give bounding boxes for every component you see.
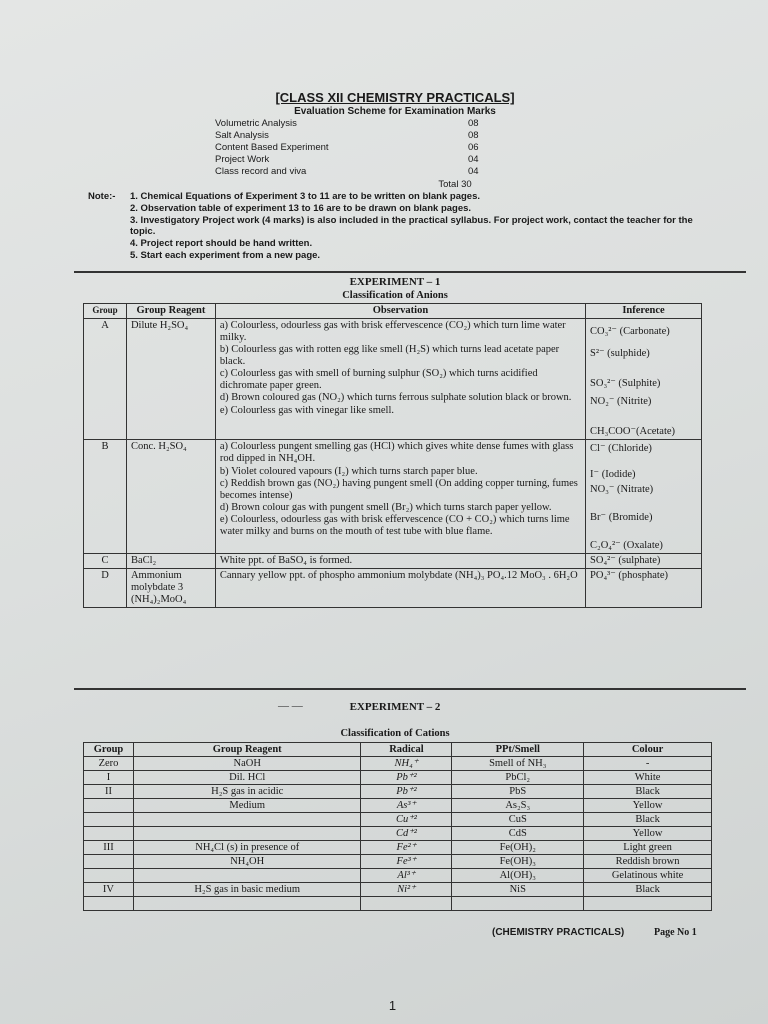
reagent-cell: NaOH <box>133 757 361 771</box>
reagent-cell: H₂S gas in acidic <box>133 785 361 799</box>
inference-line: C₂O₄²⁻ (Oxalate) <box>590 539 663 551</box>
table-row <box>84 841 712 855</box>
scheme-marks: 06 <box>468 142 479 153</box>
footer-label: (CHEMISTRY PRACTICALS) <box>492 927 625 938</box>
group-cell <box>84 827 134 841</box>
group-cell: IV <box>84 883 134 897</box>
table-row <box>84 855 712 869</box>
observation-cell <box>215 319 585 440</box>
colour-cell: Black <box>584 883 712 897</box>
anions-table <box>83 303 702 608</box>
note-item: 5. Start each experiment from a new page. <box>130 250 321 261</box>
header-cell: Inference <box>586 304 702 319</box>
reagent-cell: NH₄Cl (s) in presence of <box>133 841 361 855</box>
observation-line: b) Colourless gas with rotten egg like smell (H₂S) which turns lead acetate paper black. <box>219 344 560 368</box>
reagent-cell: BaCl₂ <box>126 553 215 568</box>
observation-cell <box>215 553 585 568</box>
group-cell <box>84 869 134 883</box>
radical-cell <box>361 897 452 911</box>
colour-cell: Reddish brown <box>584 855 712 869</box>
scheme-item: Volumetric Analysis <box>215 118 297 129</box>
scheme-item: Salt Analysis <box>215 130 269 141</box>
inference-line: SO₄²⁻ (sulphate) <box>590 554 661 566</box>
group-cell: C <box>84 553 127 568</box>
scheme-marks: 08 <box>468 118 479 129</box>
inference-line: Br⁻ (Bromide) <box>590 511 653 523</box>
group-cell <box>84 813 134 827</box>
table-row <box>84 771 712 785</box>
ppt-smell-cell: PbCl₂ <box>452 771 584 785</box>
group-cell: II <box>84 785 134 799</box>
scheme-item: Content Based Experiment <box>215 142 329 153</box>
divider <box>74 271 746 273</box>
colour-cell: Gelatinous white <box>584 869 712 883</box>
observation-line: d) Brown coloured gas (NO₂) which turns ferrous sulphate solution black or brown. <box>219 392 572 404</box>
observation-line: d) Brown colour gas with pungent smell (Br₂) which turns starch paper yellow. <box>219 501 552 513</box>
observation-line: e) Colourless gas with vinegar like smell. <box>219 404 394 416</box>
header-cell: Radical <box>361 743 452 757</box>
table-row <box>84 827 712 841</box>
scheme-marks: 04 <box>468 154 479 165</box>
reagent-cell: Medium <box>133 799 361 813</box>
table-row <box>84 813 712 827</box>
colour-cell: Light green <box>584 841 712 855</box>
scheme-row <box>215 154 485 165</box>
observation-line: Cannary yellow ppt. of phospho ammonium molybdate (NH₄)₃ PO₄.12 MoO₃ . 6H₂O <box>219 569 578 581</box>
inference-line: CO₃²⁻ (Carbonate) <box>590 326 670 338</box>
scheme-marks: 08 <box>468 130 479 141</box>
total-marks: Total 30 <box>438 179 472 190</box>
inference-line: NO₃⁻ (Nitrate) <box>590 483 654 495</box>
page-number: 1 <box>388 998 397 1013</box>
table-row <box>84 883 712 897</box>
table-header-row <box>84 304 702 319</box>
evaluation-subtitle: Evaluation Scheme for Examination Marks <box>294 106 496 117</box>
header-cell: PPt/Smell <box>452 743 584 757</box>
inference-cell <box>586 440 702 553</box>
group-cell: III <box>84 841 134 855</box>
ppt-smell-cell: PbS <box>452 785 584 799</box>
inference-line: CH₃COO⁻(Acetate) <box>590 426 676 438</box>
ppt-smell-cell: As₂S₃ <box>452 799 584 813</box>
radical-cell: Pb⁺² <box>361 785 452 799</box>
header-cell: Group Reagent <box>126 304 215 319</box>
radical-cell: Cd⁺² <box>361 827 452 841</box>
table-row <box>84 897 712 911</box>
table-row <box>84 757 712 771</box>
ppt-smell-cell: Fe(OH)₂ <box>452 841 584 855</box>
group-cell <box>84 799 134 813</box>
divider <box>74 688 746 690</box>
ppt-smell-cell: Smell of NH₃ <box>452 757 584 771</box>
radical-cell: Fe³⁺ <box>361 855 452 869</box>
group-cell <box>84 855 134 869</box>
radical-cell: NH₄⁺ <box>361 757 452 771</box>
colour-cell: Yellow <box>584 827 712 841</box>
reagent-cell: Conc. H₂SO₄ <box>126 440 215 553</box>
inference-cell <box>586 568 702 607</box>
colour-cell: - <box>584 757 712 771</box>
inference-line: SO₃²⁻ (Sulphite) <box>590 378 661 390</box>
header-cell: Group <box>84 304 127 319</box>
inference-line: PO₄³⁻ (phosphate) <box>590 569 668 581</box>
radical-cell: As³⁺ <box>361 799 452 813</box>
group-cell: Zero <box>84 757 134 771</box>
observation-cell <box>215 568 585 607</box>
page-title: [CLASS XII CHEMISTRY PRACTICALS] <box>275 90 515 105</box>
notes-block <box>88 191 708 262</box>
observation-line: White ppt. of BaSO₄ is formed. <box>219 554 353 566</box>
observation-line: c) Colourless gas with smell of burning sulphur (SO₂) which turns acidified dichromate paper green. <box>219 368 538 392</box>
dash-mark: — –– <box>278 700 303 712</box>
reagent-cell: NH₄OH <box>133 855 361 869</box>
table-row <box>84 440 702 553</box>
colour-cell <box>584 897 712 911</box>
reagent-cell: Dilute H₂SO₄ <box>126 319 215 440</box>
group-cell <box>84 897 134 911</box>
inference-line: I⁻ (Iodide) <box>590 469 636 481</box>
ppt-smell-cell: Al(OH)₃ <box>452 869 584 883</box>
reagent-cell <box>133 813 361 827</box>
cations-body <box>84 757 712 911</box>
reagent-cell <box>133 827 361 841</box>
exp1-title: EXPERIMENT – 1 <box>349 276 441 288</box>
reagent-cell <box>133 897 361 911</box>
group-cell: B <box>84 440 127 553</box>
table-row <box>84 568 702 607</box>
reagent-cell: Ammonium molybdate 3 (NH₄)₂MoO₄ <box>126 568 215 607</box>
note-item: 3. Investigatory Project work (4 marks) is also included in the practical syllabus. For project work, contact the teacher for the topic. <box>130 215 693 237</box>
colour-cell: Black <box>584 785 712 799</box>
observation-line: c) Reddish brown gas (NO₂) having pungent smell (On adding copper turning, fumes becomes intense) <box>219 477 578 501</box>
group-cell: I <box>84 771 134 785</box>
table-row <box>84 785 712 799</box>
table-header-row <box>84 743 712 757</box>
cations-table <box>83 742 712 911</box>
observation-line: a) Colourless, odourless gas with brisk effervescence (CO₂) which turn lime water milky. <box>219 320 566 344</box>
ppt-smell-cell: Fe(OH)₃ <box>452 855 584 869</box>
scheme-row <box>215 130 485 141</box>
table-row <box>84 319 702 440</box>
observation-line: a) Colourless pungent smelling gas (HCl) which gives white dense fumes with glass rod dipped in NH₄OH. <box>219 441 574 465</box>
ppt-smell-cell: CdS <box>452 827 584 841</box>
scheme-row <box>215 118 485 129</box>
reagent-cell <box>133 869 361 883</box>
header-cell: Group Reagent <box>133 743 361 757</box>
observation-line: b) Violet coloured vapours (I₂) which turns starch paper blue. <box>219 465 478 477</box>
reagent-cell: Dil. HCl <box>133 771 361 785</box>
note-item: 4. Project report should be hand written. <box>130 238 313 249</box>
scheme-row <box>215 166 485 177</box>
scheme-row <box>215 142 485 153</box>
ppt-smell-cell <box>452 897 584 911</box>
exp2-title: EXPERIMENT – 2 <box>349 701 441 713</box>
radical-cell: Fe²⁺ <box>361 841 452 855</box>
colour-cell: White <box>584 771 712 785</box>
radical-cell: Ni²⁺ <box>361 883 452 897</box>
note-item: 1. Chemical Equations of Experiment 3 to 11 are to be written on blank pages. <box>130 191 481 202</box>
note-item: 2. Observation table of experiment 13 to 16 are to be drawn on blank pages. <box>130 203 472 214</box>
scheme-marks: 04 <box>468 166 479 177</box>
exp1-subtitle: Classification of Anions <box>342 290 448 301</box>
radical-cell: Al³⁺ <box>361 869 452 883</box>
header-cell: Colour <box>584 743 712 757</box>
table-row <box>84 869 712 883</box>
scheme-item: Project Work <box>215 154 270 165</box>
header-cell: Observation <box>215 304 585 319</box>
inference-line: S²⁻ (sulphide) <box>590 348 650 360</box>
ppt-smell-cell: CuS <box>452 813 584 827</box>
scheme-item: Class record and viva <box>215 166 307 177</box>
reagent-cell: H₂S gas in basic medium <box>133 883 361 897</box>
colour-cell: Yellow <box>584 799 712 813</box>
radical-cell: Pb⁺² <box>361 771 452 785</box>
inference-cell <box>586 553 702 568</box>
ppt-smell-cell: NiS <box>452 883 584 897</box>
inference-line: Cl⁻ (Chloride) <box>590 443 652 455</box>
group-cell: D <box>84 568 127 607</box>
header-cell: Group <box>84 743 134 757</box>
table-row <box>84 553 702 568</box>
observation-cell <box>215 440 585 553</box>
observation-line: e) Colourless, odourless gas with brisk effervescence (CO + CO₂) which turns lime water milky and burns on the mouth of test tube with blue flame. <box>219 513 570 537</box>
group-cell: A <box>84 319 127 440</box>
table-row <box>84 799 712 813</box>
page-number-label: Page No 1 <box>654 927 697 938</box>
exp2-subtitle: Classification of Cations <box>340 728 450 739</box>
inference-cell <box>586 319 702 440</box>
note-label: Note:- <box>88 191 116 202</box>
radical-cell: Cu⁺² <box>361 813 452 827</box>
colour-cell: Black <box>584 813 712 827</box>
inference-line: NO₂⁻ (Nitrite) <box>590 396 652 408</box>
